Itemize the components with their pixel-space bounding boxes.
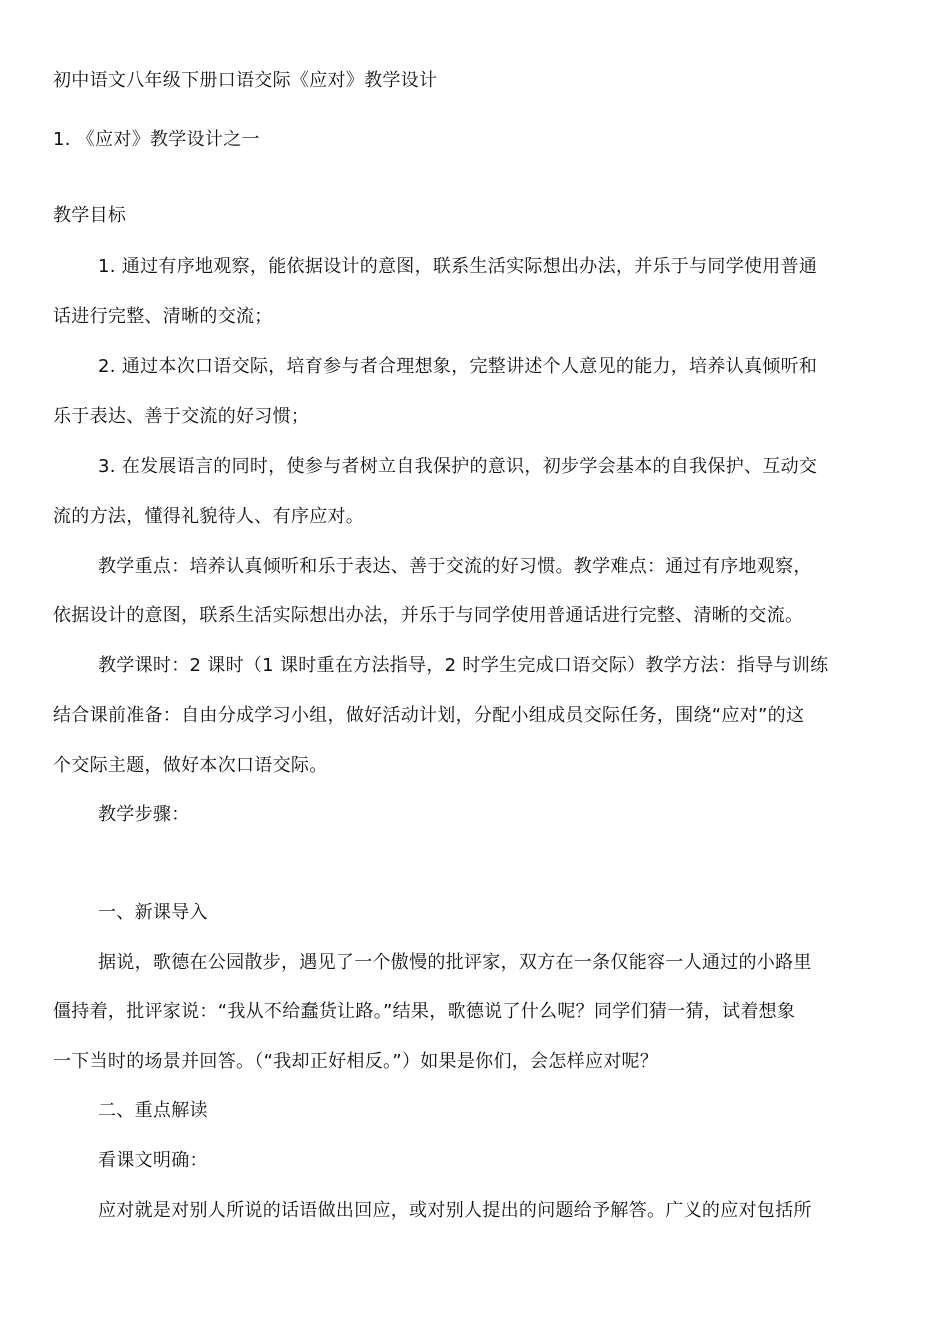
section-1-line-3: 一下当时的场景并回答。（“我却正好相反。”）如果是你们，会怎样应对呢？	[53, 1051, 659, 1072]
hours-line-3: 个交际主题，做好本次口语交际。	[53, 755, 328, 776]
goal-1-line-2: 话进行完整、清晰的交流；	[53, 306, 273, 327]
goal-1-line-1: 1. 通过有序地观察，能依据设计的意图，联系生活实际想出办法，并乐于与同学使用普通	[98, 256, 818, 277]
steps-heading: 教学步骤：	[98, 804, 190, 825]
goals-heading: 教学目标	[53, 205, 127, 226]
goal-2-line-2: 乐于表达、善于交流的好习惯；	[53, 406, 310, 427]
hours-line-1: 教学课时：2 课时（1 课时重在方法指导，2 时学生完成口语交际）教学方法：指导与训练	[98, 655, 829, 676]
goal-3-line-2: 流的方法，懂得礼貌待人、有序应对。	[53, 506, 365, 527]
section-2-heading: 二、重点解读	[98, 1100, 208, 1121]
document-title: 初中语文八年级下册口语交际《应对》教学设计	[53, 70, 438, 91]
key-points-line-2: 依据设计的意图，联系生活实际想出办法，并乐于与同学使用普通话进行完整、清晰的交流。	[53, 605, 804, 626]
section-1-heading: 一、新课导入	[98, 902, 208, 923]
section-2-line-2: 应对就是对别人所说的话语做出回应，或对别人提出的问题给予解答。广义的应对包括所	[98, 1200, 812, 1221]
document-subtitle: 1. 《应对》教学设计之一	[53, 129, 260, 150]
hours-line-2: 结合课前准备：自由分成学习小组，做好活动计划，分配小组成员交际任务，围绕“应对”的这	[53, 705, 805, 726]
goal-2-line-1: 2. 通过本次口语交际，培育参与者合理想象，完整讲述个人意见的能力，培养认真倾听和	[98, 356, 818, 377]
section-1-line-1: 据说，歌德在公园散步，遇见了一个傲慢的批评家，双方在一条仅能容一人通过的小路里	[98, 952, 812, 973]
goal-3-line-1: 3. 在发展语言的同时，使参与者树立自我保护的意识，初步学会基本的自我保护、互动交	[98, 456, 818, 477]
section-1-line-2: 僵持着，批评家说：“我从不给蠢货让路。”结果，歌德说了什么呢？同学们猜一猜，试着想象	[53, 1001, 796, 1022]
section-2-line-1: 看课文明确：	[98, 1150, 208, 1171]
key-points-line-1: 教学重点：培养认真倾听和乐于表达、善于交流的好习惯。教学难点：通过有序地观察，	[98, 556, 812, 577]
